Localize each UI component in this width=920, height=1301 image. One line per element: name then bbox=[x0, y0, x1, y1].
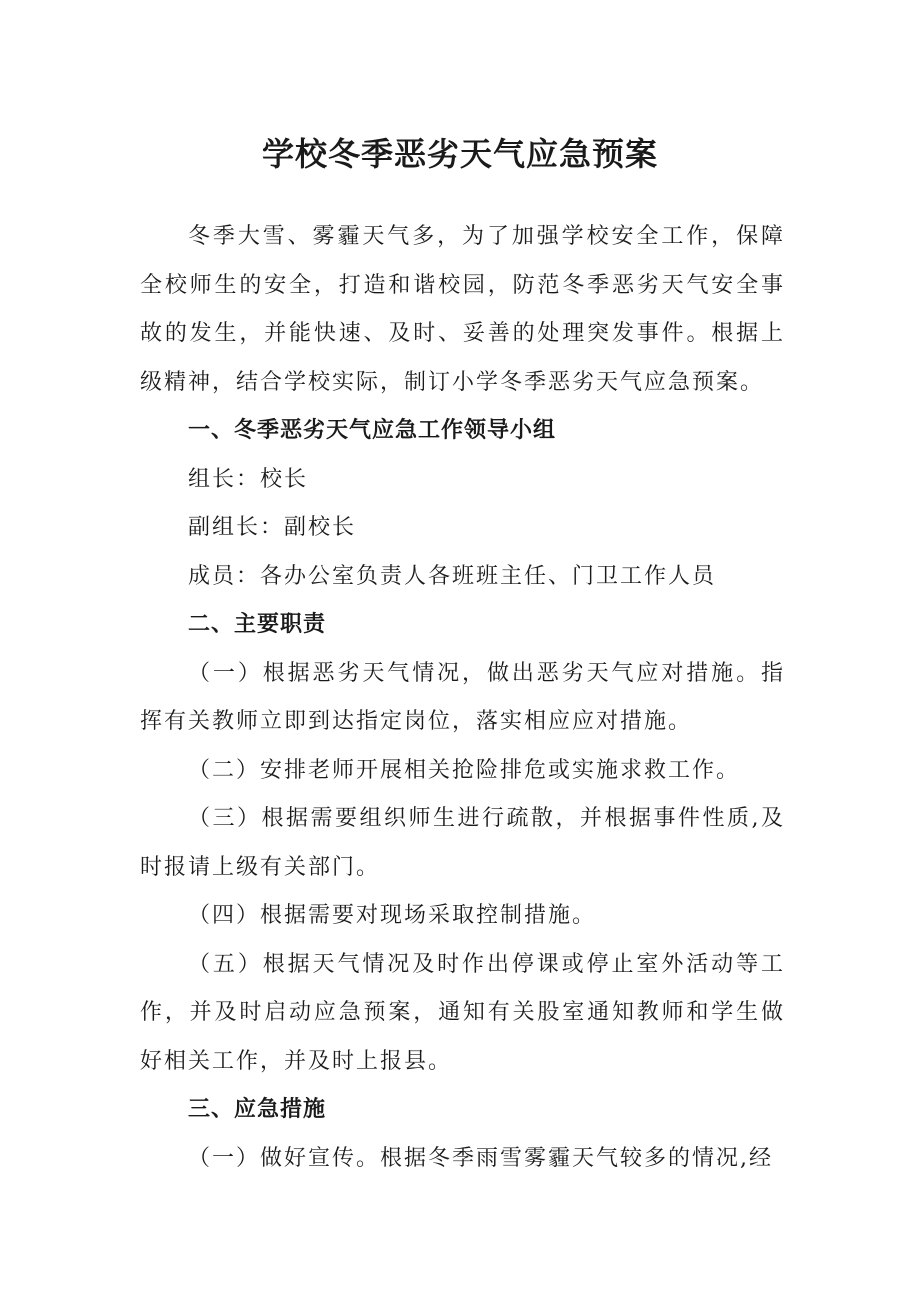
duty-item-2: （二）安排老师开展相关抢险排危或实施求救工作。 bbox=[188, 757, 741, 783]
intro-paragraph: 冬季大雪、雾霾天气多，为了加强学校安全工作，保障全校师生的安全，打造和谐校园，防范冬季恶劣天气安全事故的发生，并能快速、及时、妥善的处理突发事件。根据上级精神，结合学校实际，制订小学冬季恶劣天气应急预案。 bbox=[140, 224, 785, 395]
section-2-heading: 二、主要职责 bbox=[188, 612, 327, 637]
section-3-heading: 三、应急措施 bbox=[188, 1097, 327, 1122]
document-title: 学校冬季恶劣天气应急预案 bbox=[261, 135, 658, 173]
section-1-heading: 一、冬季恶劣天气应急工作领导小组 bbox=[188, 418, 557, 443]
members-line: 成员：各办公室负责人各班班主任、门卫工作人员 bbox=[188, 563, 717, 589]
duty-item-4: （四）根据需要对现场采取控制措施。 bbox=[188, 903, 597, 928]
duty-item-1: （一）根据恶劣天气情况，做出恶劣天气应对措施。指挥有关教师立即到达指定岗位，落实相应应对措施。 bbox=[140, 660, 785, 734]
deputy-line: 副组长：副校长 bbox=[188, 515, 357, 540]
measure-item-1: （一）做好宣传。根据冬季雨雪雾霾天气较多的情况,经 bbox=[188, 1145, 773, 1171]
document-body bbox=[140, 213, 785, 1183]
duty-item-5: （五）根据天气情况及时作出停课或停止室外活动等工作，并及时启动应急预案，通知有关股室通知教师和学生做好相关工作，并及时上报县。 bbox=[140, 951, 785, 1074]
leader-line: 组长：校长 bbox=[188, 466, 309, 492]
duty-item-3: （三）根据需要组织师生进行疏散，并根据事件性质,及时报请上级有关部门。 bbox=[140, 806, 785, 880]
